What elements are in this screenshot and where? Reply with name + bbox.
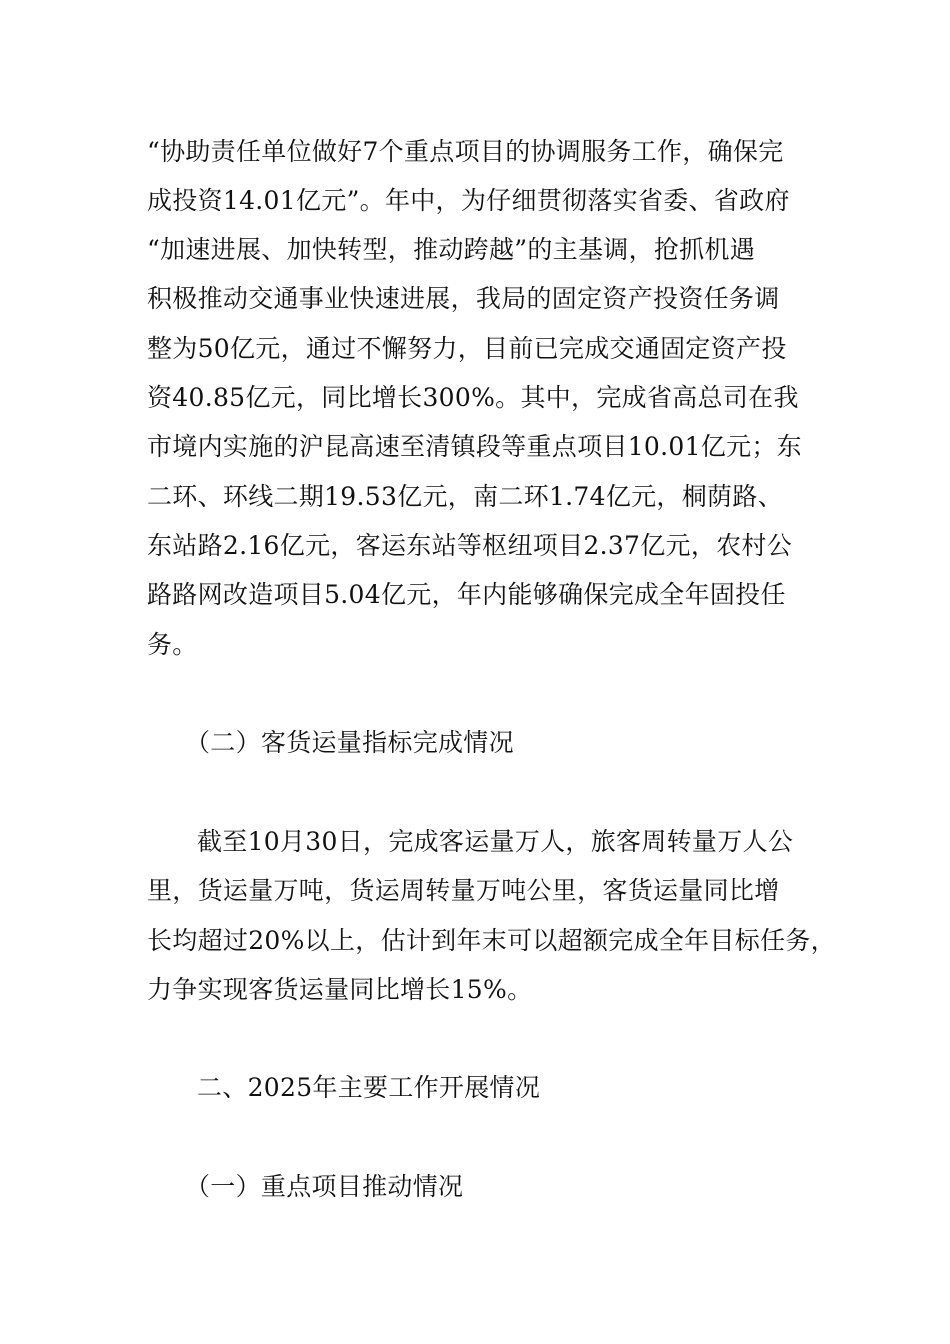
section-title: 二、2025年主要工作开展情况 (197, 1073, 541, 1102)
paragraph-line: 长均超过20%以上，估计到年末可以超额完成全年目标任务， (147, 926, 836, 955)
paragraph-line: 务。 (147, 630, 198, 659)
paragraph-line: 路路网改造项目5.04亿元，年内能够确保完成全年固投任 (147, 580, 786, 609)
paragraph-line: “协助责任单位做好7个重点项目的协调服务工作，确保完 (147, 137, 784, 166)
paragraph-line: “加速进展、加快转型，推动跨越”的主基调，抢抓机遇 (147, 235, 756, 264)
paragraph-line: 成投资14.01亿元”。年中，为仔细贯彻落实省委、省政府 (147, 186, 790, 215)
paragraph-line: 积极推动交通事业快速进展，我局的固定资产投资任务调 (147, 284, 780, 313)
paragraph-line: 资40.85亿元，同比增长300%。其中，完成省高总司在我 (147, 383, 799, 412)
paragraph-line: 东站路2.16亿元，客运东站等枢纽项目2.37亿元，农村公 (147, 531, 793, 560)
paragraph-line: 里，货运量万吨，货运周转量万吨公里，客货运量同比增 (147, 876, 780, 905)
paragraph-line: 力争实现客货运量同比增长15%。 (147, 975, 533, 1004)
paragraph-line: 市境内实施的沪昆高速至清镇段等重点项目10.01亿元；东 (147, 432, 802, 461)
paragraph-line: 整为50亿元，通过不懈努力，目前已完成交通固定资产投 (147, 334, 787, 363)
paragraph-line: 二环、环线二期19.53亿元，南二环1.74亿元，桐荫路、 (147, 482, 783, 511)
paragraph-line: 截至10月30日，完成客运量万人，旅客周转量万人公 (197, 827, 794, 856)
subsection-heading: （一）重点项目推动情况 (185, 1172, 464, 1201)
subsection-heading: （二）客货运量指标完成情况 (185, 728, 514, 757)
